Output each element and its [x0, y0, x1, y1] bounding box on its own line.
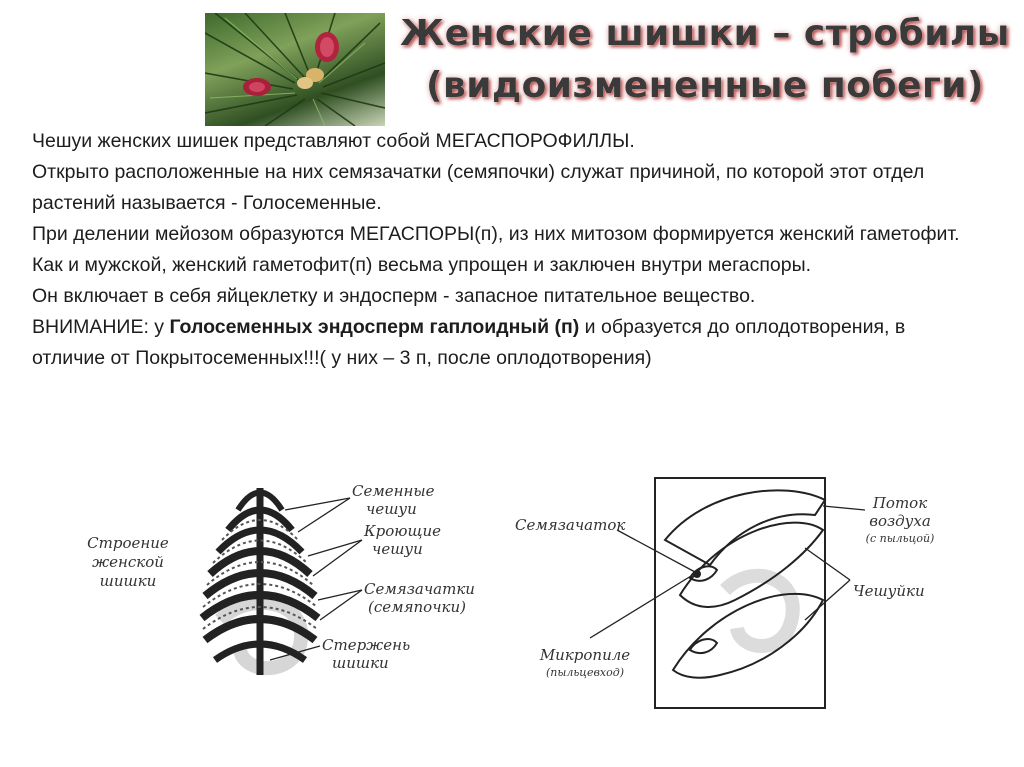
label-airflow-1: Поток	[872, 494, 928, 512]
ovule-scales-diagram	[505, 470, 965, 720]
paragraph-endosperm: Он включает в себя яйцеклетку и эндосперм - запасное питательное вещество.	[32, 285, 756, 307]
cone-caption-2: женской	[92, 553, 164, 571]
attention-suffix: и образуется до оплодотворения, в отличие от Покрытосеменных!!!( у них – 3 п, после оплодотворения)	[32, 316, 906, 369]
pine-photo-illustration	[205, 13, 385, 126]
slide-body	[32, 126, 962, 374]
label-axis-1: Стержень	[322, 636, 411, 654]
label-airflow-3: (с пыльцой)	[865, 532, 935, 545]
slide-title	[400, 8, 1010, 112]
label-micropyle-2: (пыльцевход)	[545, 666, 625, 679]
label-airflow-2: воздуха	[869, 512, 931, 530]
label-scales: Чешуйки	[853, 582, 925, 600]
attention-prefix: ВНИМАНИЕ: у	[32, 316, 170, 338]
label-axis-2: шишки	[332, 654, 389, 672]
paragraph-attention	[32, 312, 962, 374]
title-line-1: Женские шишки – стробилы	[400, 13, 1010, 54]
label-seed-scales-2: чешуи	[366, 500, 417, 518]
label-seed-scales-1: Семенные	[352, 482, 435, 500]
paragraph-megasporophylls: Чешуи женских шишек представляют собой МЕГАСПОРОФИЛЛЫ.	[32, 130, 635, 152]
label-ovules-2: (семяпочки)	[368, 598, 466, 616]
label-ovules-1: Семязачатки	[364, 580, 475, 598]
paragraph-gymnosperms: Открыто расположенные на них семязачатки (семяпочки) служат причиной, по которой этот отдел растений называется - Голосеменные.	[32, 161, 925, 214]
label-ovule: Семязачаток	[515, 516, 626, 534]
attention-bold: Голосеменных эндосперм гаплоидный (п)	[169, 316, 580, 338]
female-cone-diagram	[70, 470, 490, 710]
pine-cone-photo	[205, 13, 385, 126]
cone-caption-3: шишки	[99, 572, 157, 590]
title-line-2: (видоизмененные побеги)	[426, 65, 984, 106]
paragraph-megaspores: При делении мейозом образуются МЕГАСПОРЫ(п), из них митозом формируется женский гаметофит. Как и мужской, женский гаметофит(п) весьма упрощен и заключен внутри мегаспоры.	[32, 223, 960, 276]
cone-caption-1: Строение	[87, 534, 169, 552]
label-cover-scales-1: Кроющие	[364, 522, 441, 540]
label-micropyle-1: Микропиле	[539, 646, 631, 664]
label-cover-scales-2: чешуи	[372, 540, 423, 558]
